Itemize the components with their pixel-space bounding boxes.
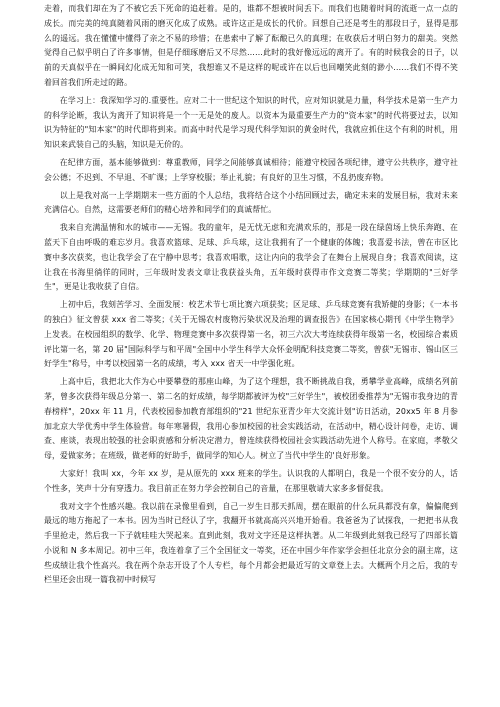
paragraph: 大家好！我叫 xx，今年 xx 岁，是从原先的 xxx 班来的学生。认识我的人都明白，我是一个很不安分的人，话个性多，笑声十分有穿透力。我目前正在努力学会控制自己的音量，在那里敬请大家多多督促我。 xyxy=(44,468,458,493)
paragraph: 上高中后，我把北大作为心中要攀登的那座山峰，为了这个理想，我不断挑战自我，勇攀学业高峰，成绩名列前茅，曾多次获得年级总分第一、第二名的好成绩，每学期都被评为校"三好学生"，被校团委推荐为"无锡市我身边的青春榜样"，20xx 年 11 月，代表校园参加教育部组织的"21 世纪东亚青少年大交流计划"访日活动，20xx5 年 8 月参加北京大学优秀中学生体验营。每年寒暑假，我用心参加校园的社会实践活动，在活动中，精心设计问卷，走访、调查、座谈，表现出较强的社会职责感和分析决定潜力，曾连续获得校园社会实践活动先进个人称号。在家庭，孝敬父母，爱做家务；在班级，做老师的好助手，做同学的知心人。树立了当代中学生的'良好形象。 xyxy=(44,377,458,461)
paragraph: 我对文字个性感兴趣。我以前在录像里看到，自己一岁生日那天抓周，摆在眼前的什么玩具都没有拿，偏偏爬到最远的地方拖起了一本书。因为当时已经认了字，我翻开书就高高兴兴地开始看。我爸爸为了试探我，一把把书从我手里抢走，然后我一下子就哇哇大哭起来。直到此刻，我对文字还是这样执著。从二年级到此刻我已经写了四部长篇小说和 N 多本周记。初中三年，我连着拿了三个全国征文一等奖，还在中国少年作家学会担任北京分会的副主席，这些成绩让我个性高兴。我在两个杂志开设了个人专栏，每个月都会把最近写的文章登上去。大概两个月之后，我的专栏里还会出现一篇我初中时候写 xyxy=(44,501,458,585)
paragraph: 以上是我对高一上学期期末一些方面的个人总结，我将结合这个小结回顾过去，确定未来的发展目标，我对未来充满信心。自然，这需要老师们的精心培养和同学们的真诚帮忙。 xyxy=(44,190,458,215)
paragraph: 我来自充满温情和水的城市——无锡。我的童年，是无忧无虑和充满欢乐的，那是一段在绿茵场上快乐奔跑、在蓝天下自由呼吸的难忘岁月。我喜欢篮球、足球、乒乓球，这让我拥有了一个健康的体魄；我喜爱书法，曾在市区比赛中多次获奖，也让我学会了在宁静中思考；我喜欢唱歌，这让内向的我学会了在舞台上展现自身；我喜欢阅读，这让我在书海里徜徉的同时，三年级时发表文章让我获益头角，五年级时获得市作文竞赛二等奖；学期期的"三好学生"，更是让我收获了自信。 xyxy=(44,223,458,292)
paragraph: 上初中后，我刻苦学习、全面发展：校艺术节七项比赛六项获奖；区足球、乒乓球竞赛有我矫健的身影；《一本书的独白》征文曾获 xxx 省二等奖；《关于无锡农村废物污染状况及治理的调查报告》在国家核心期刊《中学生物学》上发表。在校园组织的数学、化学、物理竞赛中多次获得第一名，初三六次大考连续获得年级第一名，校园综合素质评比第一名，第 20 届"国际科学与和平周"全国中小学生科学大众怀金明配科技竞赛二等奖，曾获"无锡市、锡山区三好学生"称号，中考以校园第一名的成绩，考入 xxx 省天一中学强化班。 xyxy=(44,300,458,369)
paragraph: 走着，而我们却在为了不被它丢下死命的追赶着。是的，谁都不想被时间丢下。而我们也随着时间的流逝一点一点的成长。而完美的纯真随着风雨的磨灭化成了成熟。或许这正是成长的代价。回想自己还是考生的那段日子，显得是那么的遥远。我在懂懂中懂得了亲之不易的珍惜；在患索中了解了酝酿已久的真理；在收获后才明白努力的甜美。突然觉得自己似乎明白了许多事情，但是仔细琢磨后又不尽然……此时的我好像远远的离开了。有的时候我会的日子，以前的天真似乎在一瞬间幻化成无知和可笑，我想谁又不是这样的呢或许在以后也回嘲笑此刻的渺小……我们不得不笑着回首我们所走过的路。 xyxy=(44,4,458,87)
paragraph: 在纪律方面，基本能够做到：尊重教师，同学之间能够真诚相待；能遵守校园各项纪律，遵守公共秩序，遵守社会公德；不迟到、不早退、不旷课；上学穿校服；举止礼貌；有良好的卫生习惯，不乱扔废弃物。 xyxy=(44,157,458,182)
paragraph: 在学习上：我深知学习的.重要性。应对二十一世纪这个知识的时代，应对知识就是力量，科学技术是第一生产力的科学论断，我认为离开了知识将是一个一无是处的废人。以资本为最重要生产力的"资本家"的时代将要过去，以知识为特征的"知本家"的时代即将到来。而高中时代是学习现代科学知识的黄金时代，我就应抓住这个有利的时机，用知识来武装自己的头脑，知识是无价的。 xyxy=(44,95,458,150)
